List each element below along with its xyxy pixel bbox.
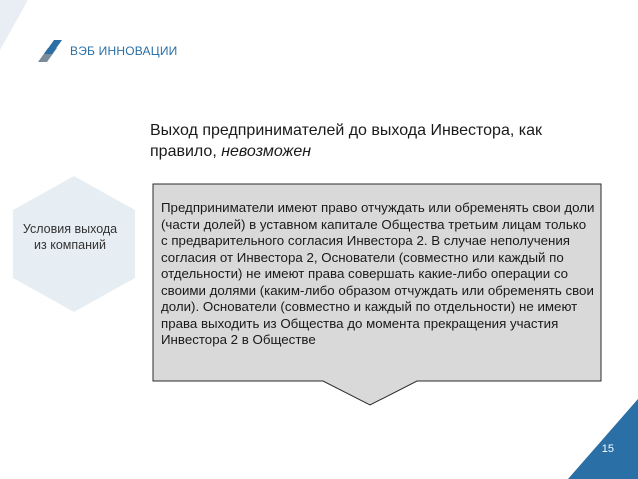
brand-logo-text: ВЭБ ИННОВАЦИИ xyxy=(70,44,178,58)
corner-decoration-top-left xyxy=(0,0,30,55)
slide-heading xyxy=(150,120,600,162)
page-number: 15 xyxy=(601,443,614,455)
heading-emphasis-text: невозможен xyxy=(221,143,312,160)
heading-main-text: Выход предпринимателей до выхода Инвестора, как правило, xyxy=(150,122,542,160)
brand-logo xyxy=(38,40,177,62)
veb-logo-icon xyxy=(38,40,64,62)
corner-decoration-bottom-right xyxy=(528,399,638,479)
hexagon-label: Условия выхода из компаний xyxy=(22,222,118,252)
callout-text: Предприниматели имеют право отчуждать или обременять свои доли (части долей) в уставном капитале Общества третьим лицам только с предварительного согласия Инвестора 2. В случае неполучения согласия от Инвестора 2, Основатели (совместно или каждый по отдельности) не имеют права совершать какие-либо операции со своими долями (каким-либо образом отчуждать или обременять свои доли). Основатели (совместно и каждый по отдельности) не имеют права выходить из Общества до момента прекращения участия Инвестора 2 в Обществе xyxy=(161,200,595,347)
